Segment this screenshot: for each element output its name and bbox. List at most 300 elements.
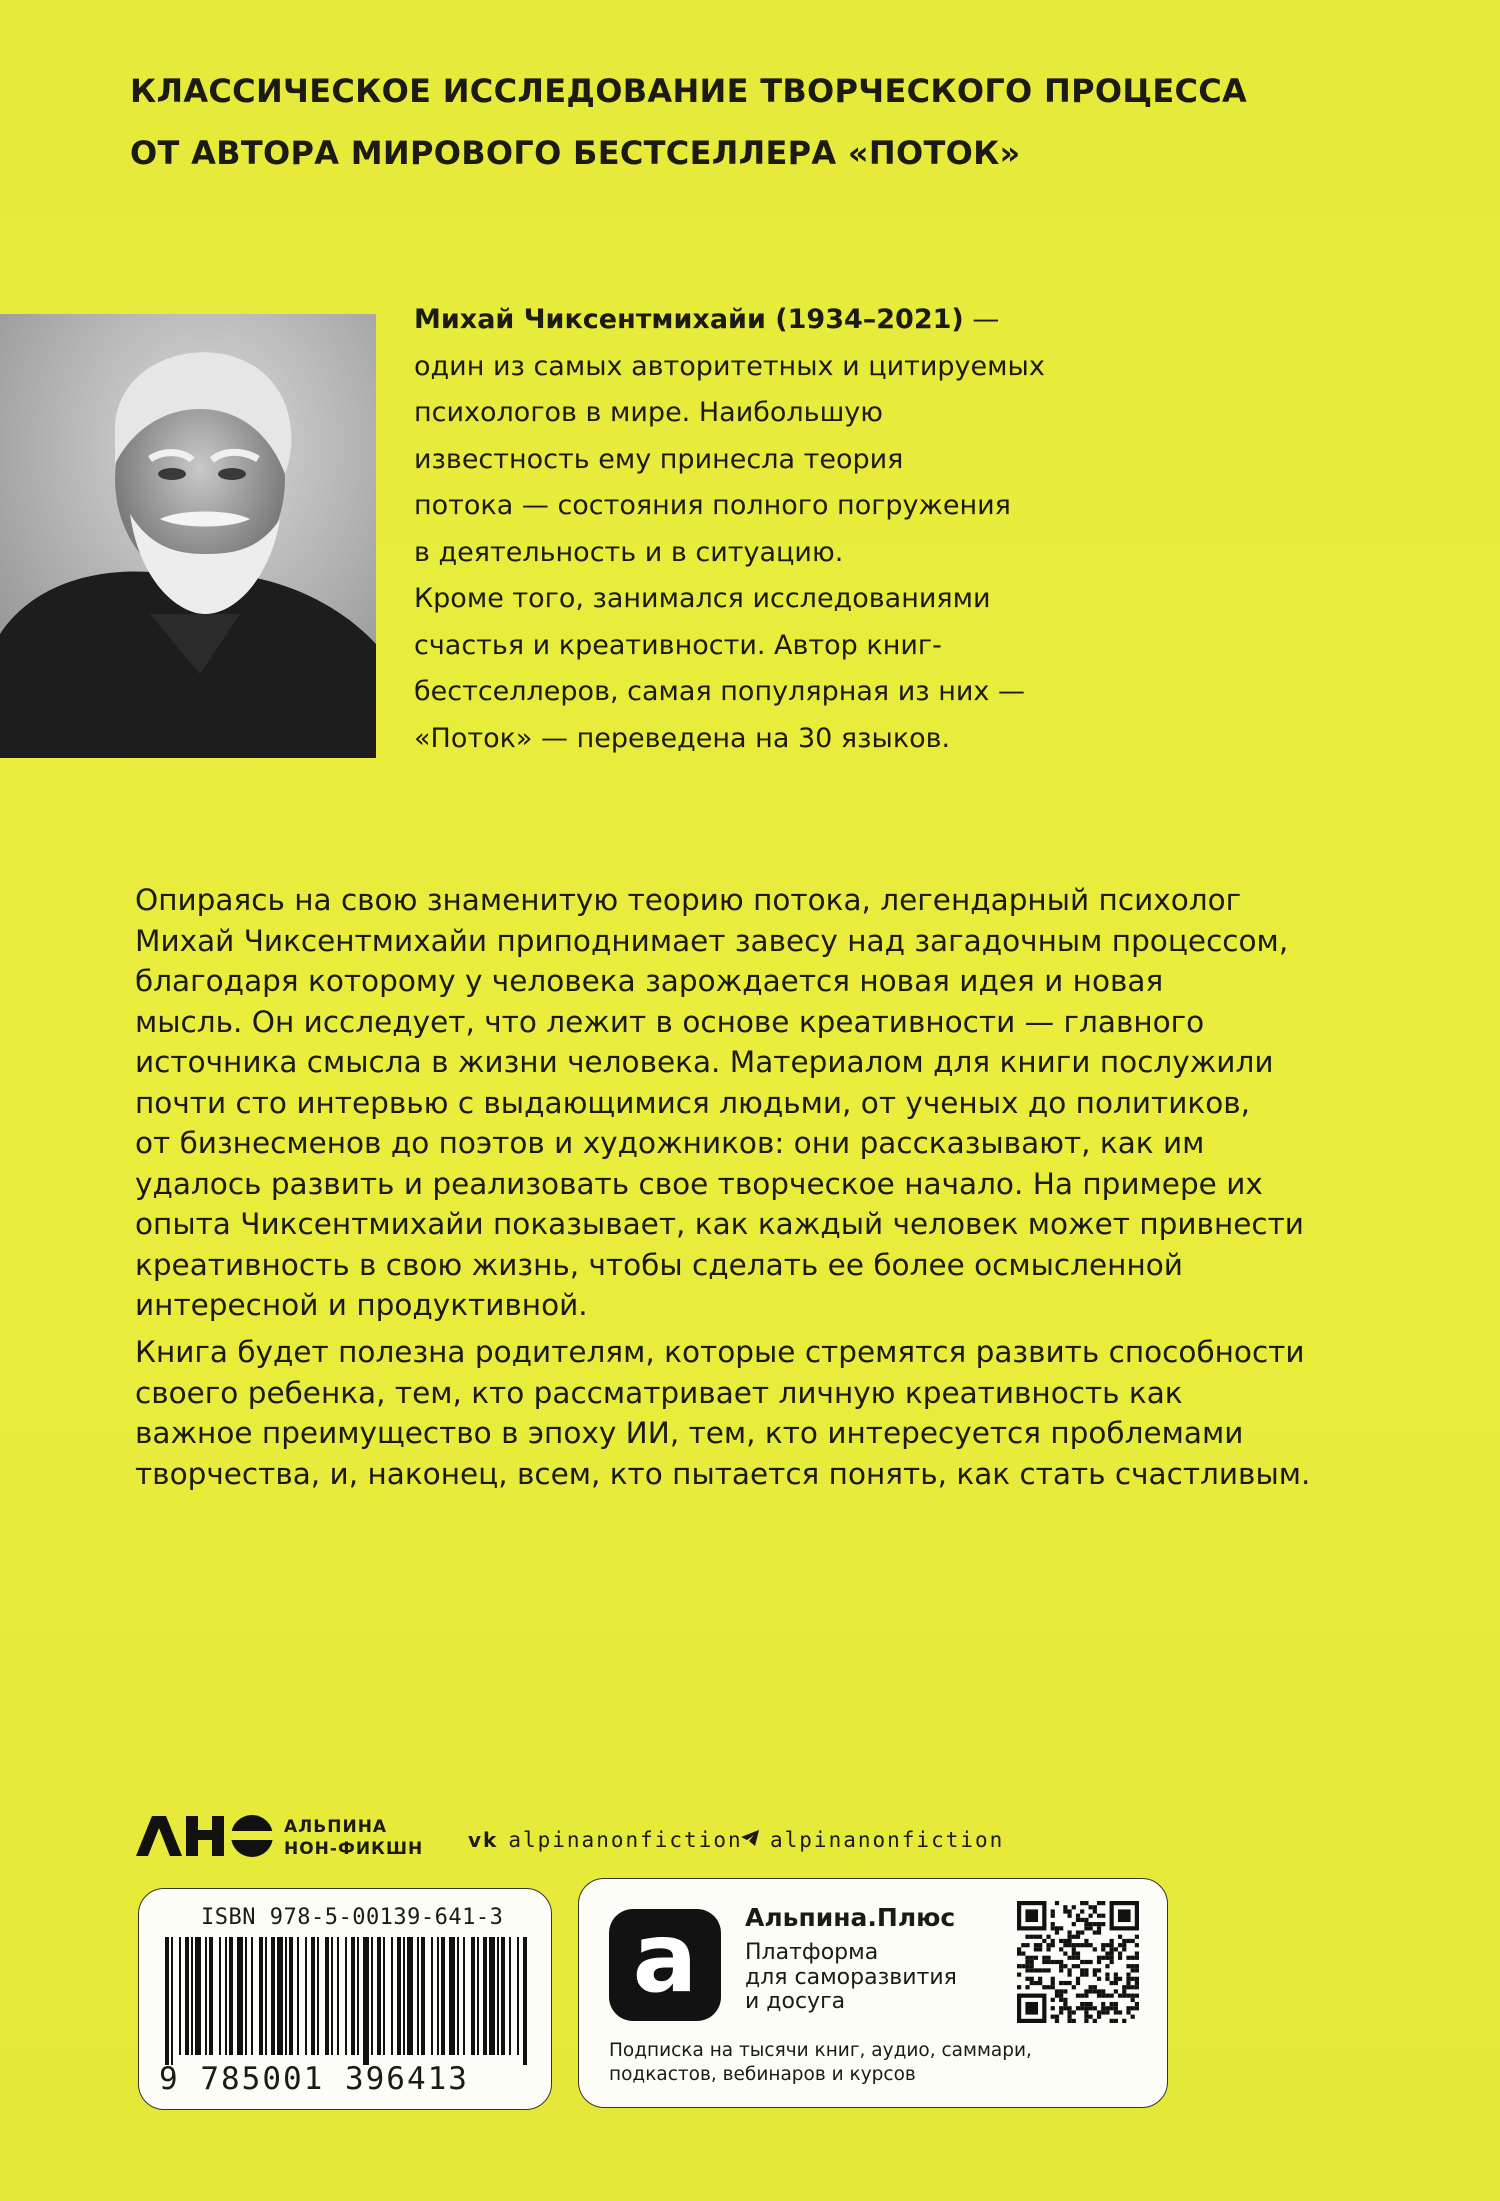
barcode-icon <box>161 1937 531 2065</box>
barcode-bar <box>225 1937 227 2055</box>
qr-module <box>1097 1977 1101 1981</box>
qr-module <box>1080 1930 1084 1934</box>
qr-module <box>1131 1939 1135 1943</box>
qr-module <box>1072 2019 1076 2023</box>
qr-module <box>1089 1985 1093 1989</box>
qr-module <box>1105 1994 1109 1998</box>
qr-module <box>1055 2015 1059 2019</box>
qr-module <box>1059 1994 1063 1998</box>
qr-module <box>1055 1926 1059 1930</box>
telegram-link[interactable] <box>740 1828 1004 1852</box>
qr-module <box>1084 2002 1088 2006</box>
qr-module <box>1084 2015 1088 2019</box>
alpina-plus-footer-line: подкастов, вебинаров и курсов <box>609 2064 916 2085</box>
description-line: опыта Чиксентмихайи показывает, как каждый человек может привнести <box>135 1207 1304 1241</box>
qr-module <box>1076 1956 1080 1960</box>
qr-module <box>1114 1989 1118 1993</box>
qr-module <box>1051 2015 1055 2019</box>
barcode-bar <box>449 1937 455 2055</box>
barcode-bar <box>337 1937 339 2055</box>
alpina-plus-subtitle-line: для саморазвития <box>745 1964 957 1990</box>
qr-module <box>1046 1947 1050 1951</box>
barcode-bar <box>305 1937 307 2055</box>
qr-module <box>1059 1968 1063 1972</box>
barcode-bar <box>363 1937 369 2065</box>
barcode-bar <box>285 1937 287 2055</box>
qr-module <box>1030 1977 1034 1981</box>
qr-module <box>1110 1947 1114 1951</box>
barcode-bar <box>237 1937 243 2055</box>
qr-module <box>1055 1989 1059 1993</box>
qr-module <box>1122 1943 1126 1947</box>
alpina-plus-title: Альпина.Плюс <box>745 1903 956 1932</box>
qr-module <box>1135 2006 1139 2010</box>
author-bio-line: психологов в мире. Наибольшую <box>414 397 883 428</box>
qr-module <box>1097 1994 1101 1998</box>
author-photo <box>0 314 376 758</box>
qr-module <box>1076 1994 1080 1998</box>
barcode-bar <box>317 1937 319 2055</box>
qr-module <box>1021 1964 1025 1968</box>
barcode-bar <box>325 1937 329 2055</box>
qr-module <box>1135 1956 1139 1960</box>
qr-module <box>1017 1964 1021 1968</box>
qr-module <box>1042 1960 1046 1964</box>
qr-module <box>1101 1943 1105 1947</box>
qr-module <box>1025 1935 1029 1939</box>
qr-module <box>1063 1989 1067 1993</box>
qr-module <box>1122 1994 1126 1998</box>
qr-module <box>1051 1926 1055 1930</box>
qr-module <box>1067 1943 1071 1947</box>
qr-module <box>1080 1918 1084 1922</box>
qr-module <box>1084 1939 1088 1943</box>
qr-module <box>1072 1905 1076 1909</box>
barcode-bar <box>245 1937 247 2055</box>
publisher-row <box>136 1806 1236 1866</box>
alpina-plus-footer-line: Подписка на тысячи книг, аудио, саммари, <box>609 2040 1032 2061</box>
qr-module <box>1093 1985 1097 1989</box>
qr-module <box>1084 1901 1088 1905</box>
qr-module <box>1067 2006 1071 2010</box>
qr-module <box>1042 1956 1046 1960</box>
qr-module <box>1089 1989 1093 1993</box>
qr-module <box>1084 1918 1088 1922</box>
qr-module <box>1034 1981 1038 1985</box>
description-line: источника смысла в жизни человека. Материалом для книги послужили <box>135 1045 1274 1079</box>
qr-module <box>1021 1951 1025 1955</box>
qr-module <box>1084 2010 1088 2014</box>
qr-module <box>1072 1947 1076 1951</box>
qr-module <box>1089 1914 1093 1918</box>
qr-module <box>1080 1968 1084 1972</box>
qr-module <box>1110 1943 1114 1947</box>
qr-module <box>1097 1901 1101 1905</box>
author-bio <box>414 297 1114 762</box>
qr-module <box>1051 1909 1055 1913</box>
qr-module <box>1118 1994 1122 1998</box>
qr-module <box>1093 1909 1097 1913</box>
qr-module <box>1135 1964 1139 1968</box>
qr-module <box>1025 1943 1029 1947</box>
qr-module <box>1135 1977 1139 1981</box>
qr-module <box>1038 1968 1042 1972</box>
qr-module <box>1135 1951 1139 1955</box>
qr-module <box>1110 2019 1114 2023</box>
barcode-bar <box>351 1937 355 2055</box>
qr-module <box>1072 1943 1076 1947</box>
qr-module <box>1046 1968 1050 1972</box>
qr-module <box>1093 2019 1097 2023</box>
qr-module <box>1089 2006 1093 2010</box>
author-bio-line: счастья и креативности. Автор книг- <box>414 629 942 661</box>
qr-module <box>1067 1956 1071 1960</box>
qr-module <box>1084 1994 1088 1998</box>
qr-module <box>1038 1977 1042 1981</box>
qr-module <box>1122 1985 1126 1989</box>
qr-module <box>1080 1909 1084 1913</box>
qr-module <box>1105 2010 1109 2014</box>
qr-module <box>1135 1968 1139 1972</box>
qr-module <box>1126 2006 1130 2010</box>
alpina-plus-promo[interactable] <box>578 1878 1168 2108</box>
qr-module <box>1118 1951 1122 1955</box>
qr-module <box>1059 1960 1063 1964</box>
qr-module <box>1055 1901 1059 1905</box>
tagline-line-2: ОТ АВТОРА МИРОВОГО БЕСТСЕЛЛЕРА «ПОТОК» <box>130 134 1021 172</box>
qr-finder <box>1025 2002 1038 2015</box>
qr-module <box>1042 1939 1046 1943</box>
qr-module <box>1084 1922 1088 1926</box>
qr-module <box>1063 1905 1067 1909</box>
qr-module <box>1084 2006 1088 2010</box>
tagline <box>130 60 1430 184</box>
qr-module <box>1110 1956 1114 1960</box>
qr-module <box>1051 1943 1055 1947</box>
qr-module <box>1072 1985 1076 1989</box>
qr-module <box>1097 1960 1101 1964</box>
qr-module <box>1080 1973 1084 1977</box>
qr-module <box>1038 1947 1042 1951</box>
qr-module <box>1135 1943 1139 1947</box>
qr-module <box>1097 2015 1101 2019</box>
qr-module <box>1046 1960 1050 1964</box>
barcode-bar <box>391 1937 393 2055</box>
description-line: важное преимущество в эпоху ИИ, тем, кто интересуется проблемами <box>135 1416 1244 1450</box>
qr-module <box>1131 1998 1135 2002</box>
qr-module <box>1097 2010 1101 2014</box>
qr-module <box>1101 1901 1105 1905</box>
qr-module <box>1063 1909 1067 1913</box>
qr-module <box>1135 1981 1139 1985</box>
qr-module <box>1042 1968 1046 1972</box>
qr-module <box>1072 1935 1076 1939</box>
qr-module <box>1034 1968 1038 1972</box>
qr-module <box>1055 2019 1059 2023</box>
qr-module <box>1097 1930 1101 1934</box>
barcode-bar <box>403 1937 405 2055</box>
qr-module <box>1118 1935 1122 1939</box>
qr-module <box>1034 1943 1038 1947</box>
qr-module <box>1101 2002 1105 2006</box>
qr-module <box>1059 1926 1063 1930</box>
barcode-bar <box>251 1937 253 2055</box>
alpina-plus-app-icon: a <box>609 1909 721 2021</box>
barcode-bar <box>383 1937 385 2055</box>
author-bio-line: известность ему принесла теория <box>414 443 904 475</box>
qr-module <box>1114 1973 1118 1977</box>
qr-module <box>1084 1960 1088 1964</box>
qr-module <box>1105 1977 1109 1981</box>
isbn-barcode-box <box>138 1888 552 2110</box>
barcode-bar <box>297 1937 299 2055</box>
qr-module <box>1030 1956 1034 1960</box>
qr-module <box>1084 1926 1088 1930</box>
description-line: Книга будет полезна родителям, которые стремятся развить способности <box>135 1335 1305 1369</box>
barcode-bar <box>501 1937 505 2055</box>
qr-module <box>1059 2006 1063 2010</box>
qr-module <box>1097 1989 1101 1993</box>
alpina-plus-subtitle <box>745 1941 1005 2015</box>
qr-module <box>1101 2006 1105 2010</box>
description-line: почти сто интервью с выдающимися людьми, от ученых до политиков, <box>135 1085 1251 1120</box>
qr-module <box>1025 1985 1029 1989</box>
qr-module <box>1126 1956 1130 1960</box>
qr-module <box>1110 1939 1114 1943</box>
qr-module <box>1135 2002 1139 2006</box>
barcode-bar <box>441 1937 445 2055</box>
qr-module <box>1131 1964 1135 1968</box>
qr-module <box>1025 1956 1029 1960</box>
qr-module <box>1114 1947 1118 1951</box>
qr-module <box>1076 1981 1080 1985</box>
qr-module <box>1025 1977 1029 1981</box>
author-portrait-image <box>0 314 376 758</box>
qr-module <box>1097 1914 1101 1918</box>
qr-module <box>1034 1935 1038 1939</box>
barcode-bar <box>377 1937 381 2055</box>
qr-module <box>1017 1973 1021 1977</box>
qr-module <box>1063 1998 1067 2002</box>
qr-module <box>1097 1926 1101 1930</box>
barcode-bar <box>357 1937 359 2055</box>
alpina-plus-footer <box>609 2039 1109 2087</box>
qr-module <box>1030 1981 1034 1985</box>
barcode-bar <box>265 1937 267 2055</box>
barcode-bar <box>277 1937 283 2055</box>
barcode-bar <box>259 1937 263 2055</box>
description-line: удалось развить и реализовать свое творческое начало. На примере их <box>135 1166 1263 1201</box>
qr-module <box>1067 1981 1071 1985</box>
qr-module <box>1097 1922 1101 1926</box>
qr-module <box>1101 2010 1105 2014</box>
qr-module <box>1059 1989 1063 1993</box>
qr-module <box>1051 2006 1055 2010</box>
qr-module <box>1089 1922 1093 1926</box>
qr-module <box>1126 1977 1130 1981</box>
qr-module <box>1093 1930 1097 1934</box>
qr-module <box>1038 1943 1042 1947</box>
qr-module <box>1110 1951 1114 1955</box>
qr-module <box>1076 1951 1080 1955</box>
description-line: Михай Чиксентмихайи приподнимает завесу над загадочным процессом, <box>135 923 1289 958</box>
qr-module <box>1080 1960 1084 1964</box>
qr-module <box>1114 2006 1118 2010</box>
barcode-bar <box>497 1937 499 2055</box>
qr-module <box>1126 1994 1130 1998</box>
qr-module <box>1059 1981 1063 1985</box>
qr-module <box>1093 1989 1097 1993</box>
qr-module <box>1059 1939 1063 1943</box>
telegram-handle: alpinanonfiction <box>770 1828 1005 1852</box>
qr-module <box>1084 1943 1088 1947</box>
qr-module <box>1025 1960 1029 1964</box>
qr-module <box>1059 2010 1063 2014</box>
qr-module <box>1067 1914 1071 1918</box>
qr-module <box>1101 1989 1105 1993</box>
qr-module <box>1135 1985 1139 1989</box>
qr-module <box>1055 1930 1059 1934</box>
qr-module <box>1126 1981 1130 1985</box>
qr-module <box>1122 1939 1126 1943</box>
qr-module <box>1110 2006 1114 2010</box>
barcode-bar <box>407 1937 413 2055</box>
qr-module <box>1051 1977 1055 1981</box>
qr-module <box>1101 1922 1105 1926</box>
barcode-bar <box>517 1937 519 2055</box>
qr-module <box>1089 1905 1093 1909</box>
barcode-bar <box>463 1937 465 2055</box>
alpina-plus-subtitle-line: и досуга <box>745 1989 846 2014</box>
qr-module <box>1118 2010 1122 2014</box>
qr-module <box>1080 1994 1084 1998</box>
qr-module <box>1101 1947 1105 1951</box>
barcode-bar <box>191 1937 193 2055</box>
description-line: благодаря которому у человека зарождается новая идея и новая <box>135 964 1164 998</box>
qr-module <box>1072 1956 1076 1960</box>
description-line: от бизнесменов до поэтов и художников: они рассказывают, как им <box>135 1126 1205 1160</box>
qr-module <box>1030 1960 1034 1964</box>
description-line: интересной и продуктивной. <box>135 1288 588 1322</box>
vk-handle: alpinanonfiction <box>508 1828 743 1852</box>
barcode-bar <box>165 1937 169 2065</box>
qr-module <box>1072 2010 1076 2014</box>
qr-module <box>1110 2002 1114 2006</box>
tagline-line-1: КЛАССИЧЕСКОЕ ИССЛЕДОВАНИЕ ТВОРЧЕСКОГО ПРОЦЕССА <box>130 72 1248 110</box>
qr-module <box>1063 2002 1067 2006</box>
qr-module <box>1076 1930 1080 1934</box>
vk-icon: vk <box>468 1828 499 1852</box>
qr-module <box>1110 1960 1114 1964</box>
qr-module <box>1034 1956 1038 1960</box>
qr-module <box>1076 1918 1080 1922</box>
qr-module <box>1114 2010 1118 2014</box>
qr-module <box>1084 1968 1088 1972</box>
qr-module <box>1025 1964 1029 1968</box>
barcode-bar <box>331 1937 333 2055</box>
qr-module <box>1135 1994 1139 1998</box>
qr-module <box>1076 1943 1080 1947</box>
qr-module <box>1038 1935 1042 1939</box>
qr-module <box>1097 1968 1101 1972</box>
qr-module <box>1131 1985 1135 1989</box>
qr-module <box>1093 1922 1097 1926</box>
qr-module <box>1110 1994 1114 1998</box>
barcode-bar <box>477 1937 479 2055</box>
barcode-bar <box>457 1937 459 2055</box>
qr-module <box>1080 1901 1084 1905</box>
qr-module <box>1067 2015 1071 2019</box>
qr-module <box>1084 1973 1088 1977</box>
author-bio-line: потока — состояния полного погружения <box>414 490 1011 521</box>
publisher-name <box>284 1816 423 1860</box>
qr-module <box>1063 1943 1067 1947</box>
qr-module <box>1105 2006 1109 2010</box>
barcode-bar <box>471 1937 475 2055</box>
barcode-bar <box>371 1937 373 2055</box>
qr-module <box>1126 2010 1130 2014</box>
qr-module <box>1110 1981 1114 1985</box>
qr-module <box>1059 1998 1063 2002</box>
qr-module <box>1131 1977 1135 1981</box>
barcode-bar <box>179 1937 181 2055</box>
vk-link[interactable] <box>468 1828 743 1852</box>
author-bio-lead-line <box>414 297 1114 344</box>
qr-module <box>1089 1926 1093 1930</box>
qr-module <box>1067 2010 1071 2014</box>
qr-code-icon[interactable] <box>1017 1901 1139 2023</box>
qr-module <box>1131 1968 1135 1972</box>
qr-module <box>1093 1905 1097 1909</box>
qr-module <box>1126 1973 1130 1977</box>
qr-module <box>1051 1960 1055 1964</box>
qr-module <box>1025 1968 1029 1972</box>
author-bio-line: «Поток» — переведена на 30 языков. <box>414 722 951 754</box>
qr-module <box>1046 1956 1050 1960</box>
alpina-plus-subtitle-line: Платформа <box>745 1940 879 1965</box>
qr-module <box>1089 1943 1093 1947</box>
qr-module <box>1021 1943 1025 1947</box>
qr-module <box>1126 1964 1130 1968</box>
barcode-bar <box>205 1937 207 2055</box>
qr-module <box>1131 1994 1135 1998</box>
qr-module <box>1131 2006 1135 2010</box>
barcode-bar <box>219 1937 221 2055</box>
qr-module <box>1093 1947 1097 1951</box>
description-line: креативность в свою жизнь, чтобы сделать ее более осмысленной <box>135 1247 1183 1282</box>
qr-module <box>1076 1977 1080 1981</box>
barcode-bar <box>397 1937 401 2055</box>
qr-module <box>1080 2006 1084 2010</box>
qr-module <box>1131 1956 1135 1960</box>
description-paragraph-2 <box>135 1332 1395 1494</box>
qr-module <box>1059 1964 1063 1968</box>
barcode-bar <box>289 1937 293 2055</box>
qr-module <box>1067 2019 1071 2023</box>
qr-module <box>1118 1977 1122 1981</box>
qr-module <box>1055 1994 1059 1998</box>
qr-module <box>1105 1964 1109 1968</box>
qr-module <box>1063 2006 1067 2010</box>
author-bio-line: в деятельность и в ситуацию. <box>414 536 844 568</box>
qr-module <box>1063 1981 1067 1985</box>
qr-module <box>1135 1935 1139 1939</box>
qr-module <box>1055 1960 1059 1964</box>
qr-module <box>1093 2006 1097 2010</box>
qr-module <box>1114 2002 1118 2006</box>
qr-module <box>1118 1956 1122 1960</box>
qr-module <box>1017 1951 1021 1955</box>
